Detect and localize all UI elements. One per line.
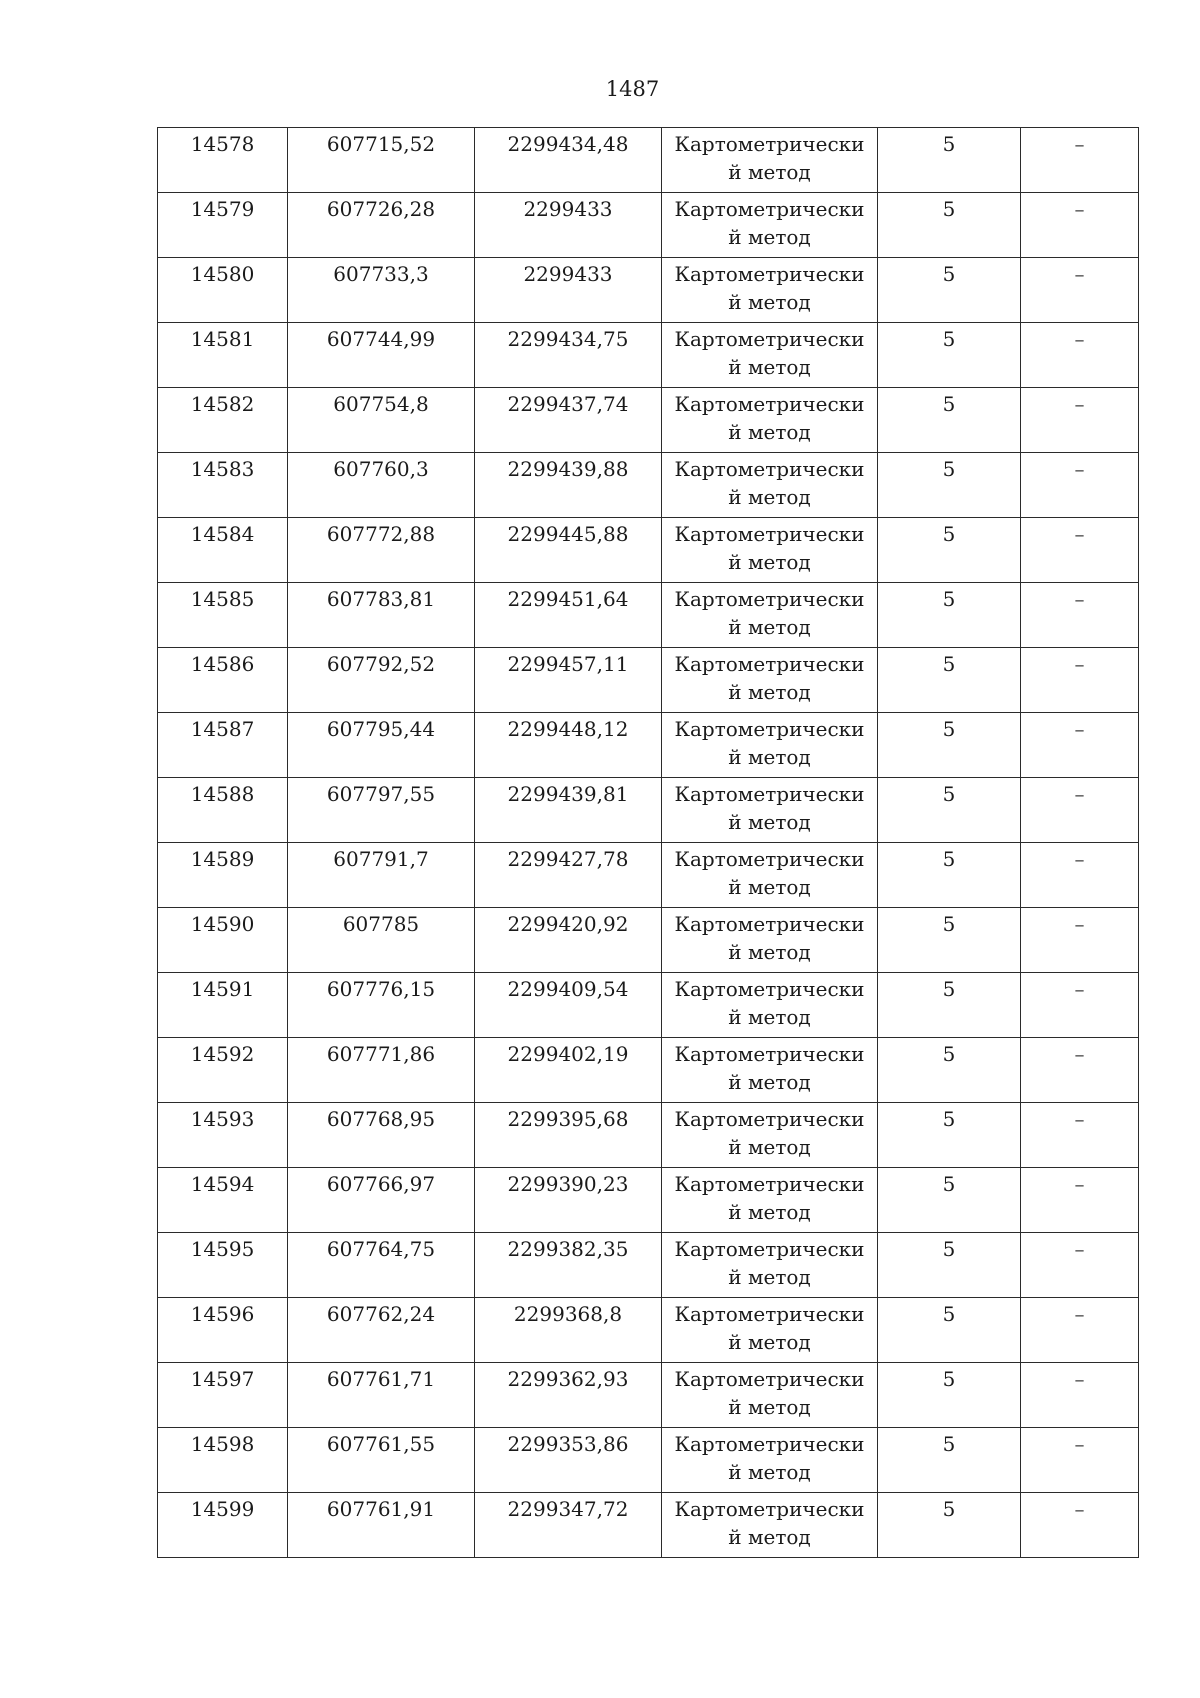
note-cell: –: [1021, 1428, 1139, 1493]
note-cell: –: [1021, 323, 1139, 388]
point-number-cell: 14582: [158, 388, 288, 453]
x-coordinate-cell: 607762,24: [288, 1298, 475, 1363]
method-line-2: й метод: [728, 1460, 811, 1484]
x-coordinate-cell: 607766,97: [288, 1168, 475, 1233]
note-cell: –: [1021, 908, 1139, 973]
point-number-cell: 14583: [158, 453, 288, 518]
note-cell: –: [1021, 1363, 1139, 1428]
accuracy-cell: 5: [878, 193, 1021, 258]
accuracy-cell: 5: [878, 518, 1021, 583]
method-line-2: й метод: [728, 160, 811, 184]
point-number-cell: 14599: [158, 1493, 288, 1558]
point-number-cell: 14586: [158, 648, 288, 713]
method-cell: [662, 1298, 878, 1363]
method-line-1: Картометрически: [674, 457, 865, 481]
table-row: [158, 713, 1139, 778]
accuracy-cell: 5: [878, 453, 1021, 518]
x-coordinate-cell: 607772,88: [288, 518, 475, 583]
x-coordinate-cell: 607761,55: [288, 1428, 475, 1493]
method-line-1: Картометрически: [674, 262, 865, 286]
y-coordinate-cell: 2299347,72: [475, 1493, 662, 1558]
y-coordinate-cell: 2299382,35: [475, 1233, 662, 1298]
note-cell: –: [1021, 518, 1139, 583]
point-number-cell: 14592: [158, 1038, 288, 1103]
method-cell: [662, 713, 878, 778]
point-number-cell: 14578: [158, 128, 288, 193]
method-line-1: Картометрически: [674, 132, 865, 156]
method-line-1: Картометрически: [674, 197, 865, 221]
coordinates-table-body: [158, 128, 1139, 1558]
x-coordinate-cell: 607785: [288, 908, 475, 973]
table-row: [158, 258, 1139, 323]
accuracy-cell: 5: [878, 1493, 1021, 1558]
method-line-2: й метод: [728, 745, 811, 769]
note-cell: –: [1021, 648, 1139, 713]
y-coordinate-cell: 2299445,88: [475, 518, 662, 583]
y-coordinate-cell: 2299353,86: [475, 1428, 662, 1493]
table-row: [158, 388, 1139, 453]
y-coordinate-cell: 2299433: [475, 193, 662, 258]
y-coordinate-cell: 2299457,11: [475, 648, 662, 713]
accuracy-cell: 5: [878, 778, 1021, 843]
point-number-cell: 14587: [158, 713, 288, 778]
accuracy-cell: 5: [878, 713, 1021, 778]
method-cell: [662, 258, 878, 323]
method-cell: [662, 1428, 878, 1493]
method-line-2: й метод: [728, 1200, 811, 1224]
point-number-cell: 14589: [158, 843, 288, 908]
point-number-cell: 14584: [158, 518, 288, 583]
point-number-cell: 14594: [158, 1168, 288, 1233]
x-coordinate-cell: 607768,95: [288, 1103, 475, 1168]
point-number-cell: 14591: [158, 973, 288, 1038]
table-row: [158, 1038, 1139, 1103]
note-cell: –: [1021, 713, 1139, 778]
method-cell: [662, 778, 878, 843]
method-line-1: Картометрически: [674, 847, 865, 871]
note-cell: –: [1021, 453, 1139, 518]
method-line-1: Картометрически: [674, 392, 865, 416]
accuracy-cell: 5: [878, 973, 1021, 1038]
table-row: [158, 453, 1139, 518]
x-coordinate-cell: 607792,52: [288, 648, 475, 713]
method-cell: [662, 193, 878, 258]
table-row: [158, 1103, 1139, 1168]
method-line-2: й метод: [728, 810, 811, 834]
accuracy-cell: 5: [878, 1233, 1021, 1298]
method-line-2: й метод: [728, 615, 811, 639]
method-line-2: й метод: [728, 940, 811, 964]
method-line-2: й метод: [728, 290, 811, 314]
method-line-1: Картометрически: [674, 782, 865, 806]
note-cell: –: [1021, 1168, 1139, 1233]
note-cell: –: [1021, 778, 1139, 843]
x-coordinate-cell: 607795,44: [288, 713, 475, 778]
method-line-1: Картометрически: [674, 912, 865, 936]
table-row: [158, 1428, 1139, 1493]
method-line-2: й метод: [728, 1005, 811, 1029]
method-line-2: й метод: [728, 1070, 811, 1094]
table-row: [158, 193, 1139, 258]
y-coordinate-cell: 2299439,88: [475, 453, 662, 518]
table-row: [158, 323, 1139, 388]
y-coordinate-cell: 2299368,8: [475, 1298, 662, 1363]
x-coordinate-cell: 607761,71: [288, 1363, 475, 1428]
method-cell: [662, 908, 878, 973]
method-cell: [662, 1038, 878, 1103]
accuracy-cell: 5: [878, 583, 1021, 648]
table-row: [158, 518, 1139, 583]
method-cell: [662, 648, 878, 713]
point-number-cell: 14579: [158, 193, 288, 258]
accuracy-cell: 5: [878, 1168, 1021, 1233]
method-line-1: Картометрически: [674, 1042, 865, 1066]
accuracy-cell: 5: [878, 908, 1021, 973]
method-line-1: Картометрически: [674, 1237, 865, 1261]
accuracy-cell: 5: [878, 843, 1021, 908]
method-cell: [662, 323, 878, 388]
table-row: [158, 648, 1139, 713]
table-row: [158, 1298, 1139, 1363]
note-cell: –: [1021, 973, 1139, 1038]
coordinates-table: [157, 127, 1139, 1558]
method-line-1: Картометрически: [674, 1367, 865, 1391]
method-line-1: Картометрически: [674, 1432, 865, 1456]
x-coordinate-cell: 607797,55: [288, 778, 475, 843]
note-cell: –: [1021, 1103, 1139, 1168]
method-line-1: Картометрически: [674, 717, 865, 741]
y-coordinate-cell: 2299434,48: [475, 128, 662, 193]
point-number-cell: 14595: [158, 1233, 288, 1298]
accuracy-cell: 5: [878, 388, 1021, 453]
note-cell: –: [1021, 193, 1139, 258]
note-cell: –: [1021, 1233, 1139, 1298]
y-coordinate-cell: 2299448,12: [475, 713, 662, 778]
method-line-1: Картометрически: [674, 1107, 865, 1131]
x-coordinate-cell: 607744,99: [288, 323, 475, 388]
point-number-cell: 14590: [158, 908, 288, 973]
point-number-cell: 14581: [158, 323, 288, 388]
method-cell: [662, 1493, 878, 1558]
accuracy-cell: 5: [878, 1038, 1021, 1103]
table-row: [158, 908, 1139, 973]
x-coordinate-cell: 607771,86: [288, 1038, 475, 1103]
point-number-cell: 14585: [158, 583, 288, 648]
method-line-1: Картометрически: [674, 652, 865, 676]
table-row: [158, 1493, 1139, 1558]
note-cell: –: [1021, 258, 1139, 323]
method-line-2: й метод: [728, 355, 811, 379]
accuracy-cell: 5: [878, 648, 1021, 713]
method-cell: [662, 128, 878, 193]
method-cell: [662, 388, 878, 453]
method-line-1: Картометрически: [674, 522, 865, 546]
y-coordinate-cell: 2299427,78: [475, 843, 662, 908]
method-cell: [662, 1233, 878, 1298]
method-line-2: й метод: [728, 485, 811, 509]
page-number: 1487: [605, 77, 660, 101]
y-coordinate-cell: 2299395,68: [475, 1103, 662, 1168]
method-line-1: Картометрически: [674, 327, 865, 351]
note-cell: –: [1021, 128, 1139, 193]
x-coordinate-cell: 607754,8: [288, 388, 475, 453]
table-row: [158, 128, 1139, 193]
accuracy-cell: 5: [878, 258, 1021, 323]
point-number-cell: 14597: [158, 1363, 288, 1428]
note-cell: –: [1021, 583, 1139, 648]
method-line-1: Картометрически: [674, 1302, 865, 1326]
method-line-2: й метод: [728, 1395, 811, 1419]
y-coordinate-cell: 2299390,23: [475, 1168, 662, 1233]
method-line-1: Картометрически: [674, 587, 865, 611]
table-row: [158, 1363, 1139, 1428]
method-line-2: й метод: [728, 1135, 811, 1159]
y-coordinate-cell: 2299433: [475, 258, 662, 323]
x-coordinate-cell: 607715,52: [288, 128, 475, 193]
x-coordinate-cell: 607761,91: [288, 1493, 475, 1558]
method-line-2: й метод: [728, 225, 811, 249]
method-line-1: Картометрически: [674, 1497, 865, 1521]
method-line-1: Картометрически: [674, 1172, 865, 1196]
accuracy-cell: 5: [878, 1298, 1021, 1363]
table-row: [158, 973, 1139, 1038]
method-line-2: й метод: [728, 875, 811, 899]
method-cell: [662, 583, 878, 648]
method-line-2: й метод: [728, 1525, 811, 1549]
note-cell: –: [1021, 388, 1139, 453]
method-cell: [662, 518, 878, 583]
accuracy-cell: 5: [878, 1363, 1021, 1428]
y-coordinate-cell: 2299437,74: [475, 388, 662, 453]
table-row: [158, 778, 1139, 843]
y-coordinate-cell: 2299402,19: [475, 1038, 662, 1103]
method-cell: [662, 973, 878, 1038]
point-number-cell: 14598: [158, 1428, 288, 1493]
method-cell: [662, 843, 878, 908]
accuracy-cell: 5: [878, 1103, 1021, 1168]
x-coordinate-cell: 607791,7: [288, 843, 475, 908]
note-cell: –: [1021, 1298, 1139, 1363]
point-number-cell: 14593: [158, 1103, 288, 1168]
method-cell: [662, 1103, 878, 1168]
y-coordinate-cell: 2299439,81: [475, 778, 662, 843]
table-row: [158, 583, 1139, 648]
table-row: [158, 1168, 1139, 1233]
y-coordinate-cell: 2299362,93: [475, 1363, 662, 1428]
y-coordinate-cell: 2299409,54: [475, 973, 662, 1038]
x-coordinate-cell: 607726,28: [288, 193, 475, 258]
method-cell: [662, 1168, 878, 1233]
method-line-2: й метод: [728, 1330, 811, 1354]
point-number-cell: 14588: [158, 778, 288, 843]
accuracy-cell: 5: [878, 1428, 1021, 1493]
y-coordinate-cell: 2299420,92: [475, 908, 662, 973]
y-coordinate-cell: 2299434,75: [475, 323, 662, 388]
method-cell: [662, 1363, 878, 1428]
method-line-2: й метод: [728, 420, 811, 444]
note-cell: –: [1021, 1038, 1139, 1103]
x-coordinate-cell: 607733,3: [288, 258, 475, 323]
note-cell: –: [1021, 843, 1139, 908]
method-line-2: й метод: [728, 1265, 811, 1289]
method-line-2: й метод: [728, 550, 811, 574]
y-coordinate-cell: 2299451,64: [475, 583, 662, 648]
point-number-cell: 14596: [158, 1298, 288, 1363]
x-coordinate-cell: 607776,15: [288, 973, 475, 1038]
table-row: [158, 843, 1139, 908]
point-number-cell: 14580: [158, 258, 288, 323]
x-coordinate-cell: 607764,75: [288, 1233, 475, 1298]
method-cell: [662, 453, 878, 518]
accuracy-cell: 5: [878, 323, 1021, 388]
accuracy-cell: 5: [878, 128, 1021, 193]
table-row: [158, 1233, 1139, 1298]
x-coordinate-cell: 607783,81: [288, 583, 475, 648]
x-coordinate-cell: 607760,3: [288, 453, 475, 518]
method-line-2: й метод: [728, 680, 811, 704]
method-line-1: Картометрически: [674, 977, 865, 1001]
note-cell: –: [1021, 1493, 1139, 1558]
